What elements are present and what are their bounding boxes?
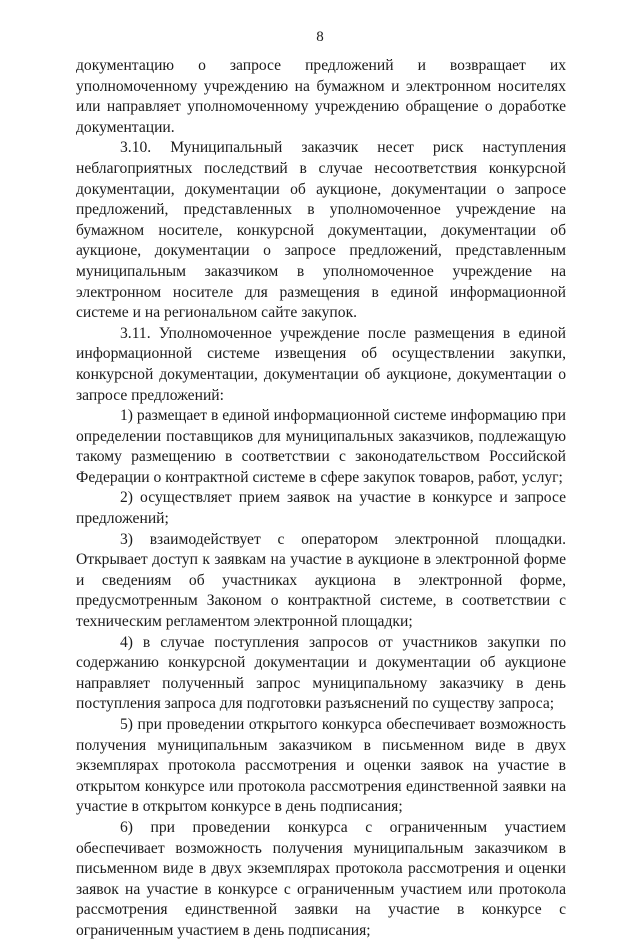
list-item-3: 3) взаимодействует с оператором электронной площадки. Открывает доступ к заявкам на участие в аукционе в электронной форме и сведениям об участниках аукциона в электронной форме, предусмотренным Законом о контрактной системе, в соответствии с техническим регламентом электронной площадки;	[76, 530, 566, 631]
list-item-2: 2) осуществляет прием заявок на участие в конкурсе и запросе предложений;	[76, 489, 566, 528]
list-item-6: 6) при проведении конкурса с ограниченным участием обеспечивает возможность получения муниципальным заказчиком в письменном виде в двух экземплярах протокола рассмотрения и оценки заявок на участие в конкурсе с ограниченным участием или протокола рассмотрения единственной заявки на участие в конкурсе с ограниченным участием в день подписания;	[76, 818, 566, 939]
paragraph-continuation: документацию о запросе предложений и возвращает их уполномоченному учреждению на бумажном и электронном носителях или направляет уполномоченному учреждению обращение о доработке документации.	[76, 57, 566, 136]
paragraph-3-10: 3.10. Муниципальный заказчик несет риск наступления неблагоприятных последствий в случае несоответствия конкурсной документации, документации об аукционе, документации о запросе предложений, представленных в уполномоченное учреждение на бумажном носителе, конкурсной документации, документации об аукционе, документации о запросе предложений, представленным муниципальным заказчиком в уполномоченное учреждение на электронном носителе для размещения в единой информационной системе и на региональном сайте закупок.	[76, 139, 566, 322]
list-item-5: 5) при проведении открытого конкурса обеспечивает возможность получения муниципальным заказчиком в письменном виде в двух экземплярах протокола рассмотрения и оценки заявок на участие в открытом конкурсе или протокола рассмотрения единственной заявки на участие в открытом конкурсе в день подписания;	[76, 716, 566, 816]
list-item-1: 1) размещает в единой информационной системе информацию при определении поставщиков для муниципальных заказчиков, подлежащую такому размещению в соответствии с законодательством Российской Федерации о контрактной системе в сфере закупок товаров, работ, услуг;	[76, 407, 566, 486]
page-number: 8	[316, 29, 324, 45]
list-item-4: 4) в случае поступления запросов от участников закупки по содержанию конкурсной документации и документации об аукционе направляет полученный запрос муниципальному заказчику в день поступления запроса для подготовки разъяснений по существу запроса;	[76, 633, 566, 713]
document-body	[76, 56, 566, 942]
paragraph-3-11: 3.11. Уполномоченное учреждение после размещения в единой информационной системе извещения об осуществлении закупки, конкурсной документации, документации об аукционе, документации о запросе предложений:	[76, 324, 566, 404]
